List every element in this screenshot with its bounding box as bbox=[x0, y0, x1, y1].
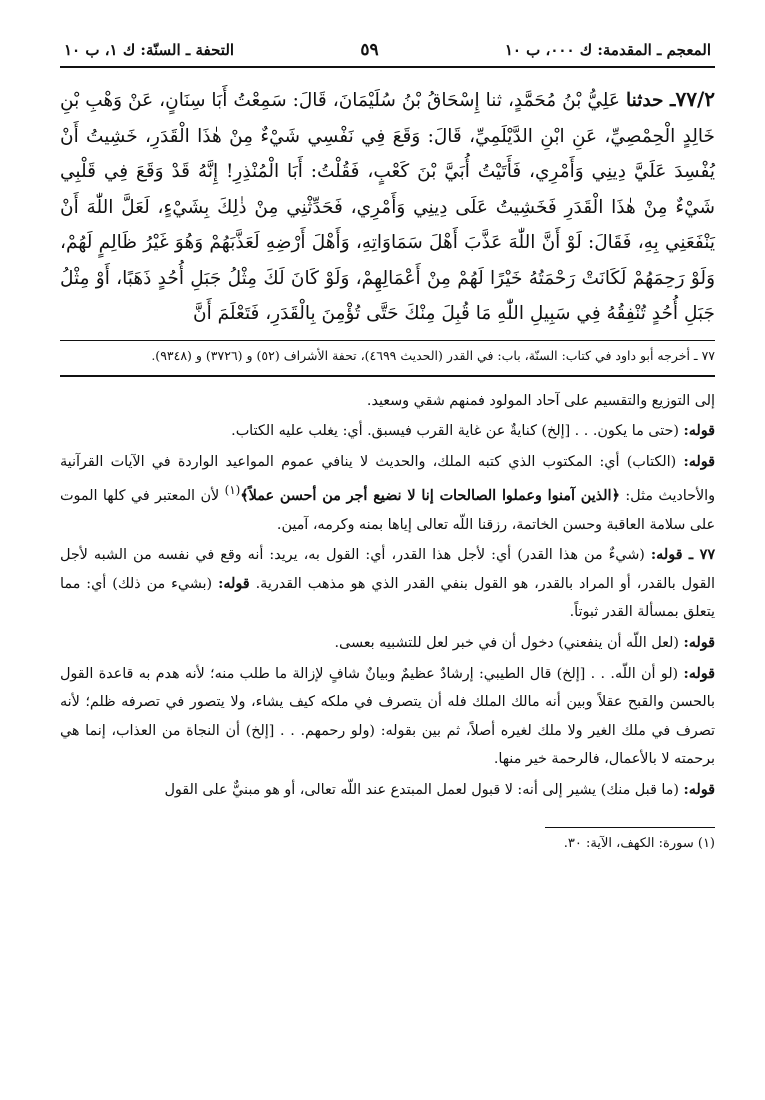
commentary-text: (الكتاب) أي: المكتوب الذي كتبه الملك، والحديث لا ينافي عموم المواعيد الواردة في الآيات القرآنية والأحاديث مثل: bbox=[60, 453, 716, 505]
commentary-text: لأن المعتبر في كلها الموت على سلامة العاقبة وحسن الخاتمة، رزقنا اللّه تعالى إياها بمنه وكرمه، آمين. bbox=[60, 488, 715, 533]
commentary-para-4 bbox=[60, 541, 715, 627]
footnote-divider bbox=[545, 827, 715, 828]
header-left: التحفة ـ السنّة: ك ١، ب ١٠ bbox=[64, 41, 235, 59]
hadith-text bbox=[60, 82, 715, 332]
hadith-number: ٧٧/٢ bbox=[675, 87, 715, 111]
commentary-para-1 bbox=[60, 387, 715, 416]
commentary-para-2 bbox=[60, 417, 715, 446]
hadith-body: عَلِيُّ بْنُ مُحَمَّدٍ، ثنا إِسْحَاقُ بْنُ سُلَيْمَانَ، قَالَ: سَمِعْتُ أَبَا سِنَانٍ، عَنْ وَهْبِ بْنِ خَالِدٍ الْحِمْصِيِّ، عَنِ ابْنِ الدَّيْلَمِيِّ، قَالَ: وَقَعَ فِي نَفْسِي شَيْءٌ مِنْ هٰذَا الْقَدَرِ، خَشِيتُ أَنْ يُفْسِدَ عَلَيَّ دِينِي وَأَمْرِي، فَأَتَيْتُ أُبَيَّ بْنَ كَعْبٍ، فَقُلْتُ: أَبَا الْمُنْذِرِ! إِنَّهُ قَدْ وَقَعَ فِي قَلْبِي شَيْءٌ مِنْ هٰذَا الْقَدَرِ فَخَشِيتُ عَلَى دِينِي وَأَمْرِي، فَحَدِّثْنِي مِنْ ذٰلِكَ بِشَيْءٍ، لَعَلَّ اللّٰهَ أَنْ يَنْفَعَنِي بِهِ، فَقَالَ: لَوْ أَنَّ اللّٰهَ عَذَّبَ أَهْلَ سَمَاوَاتِهِ، وَأَهْلَ أَرْضِهِ لَعَذَّبَهُمْ وَهُوَ غَيْرُ ظَالِمٍ لَهُمْ، وَلَوْ رَحِمَهُمْ لَكَانَتْ رَحْمَتُهُ خَيْرًا لَهُمْ مِنْ أَعْمَالِهِمْ، وَلَوْ كَانَ لَكَ مِثْلُ جَبَلِ أُحُدٍ ذَهَبًا، أَوْ مِثْلُ جَبَلِ أُحُدٍ تُنْفِقُهُ فِي سَبِيلِ اللّٰهِ مَا قُبِلَ مِنْكَ حَتَّى تُؤْمِنَ بِالْقَدَرِ، فَتَعْلَمَ أَنَّ bbox=[60, 90, 715, 324]
commentary-text: (ما قبل منك) يشير إلى أنه: لا قبول لعمل المبتدع عند اللّه تعالى، أو هو مبنيٌّ على القول bbox=[164, 781, 679, 798]
commentary-text: إلى التوزيع والتقسيم على آحاد المولود فمنهم شقي وسعيد. bbox=[366, 392, 715, 409]
commentary-para-6 bbox=[60, 660, 715, 774]
commentary-text: (لعل اللّه أن ينفعني) دخول أن في خبر لعل للتشبيه بعسى. bbox=[334, 635, 679, 652]
takhrij-note: ٧٧ ـ أخرجه أبو داود في كتاب: السنّة، باب: في القدر (الحديث ٤٦٩٩)، تحفة الأشراف (٥٢) و (٣٧٢٦) و (٩٣٤٨). bbox=[151, 347, 715, 363]
commentary-text: (حتى ما يكون. . . [إلخ) كنايةٌ عن غاية القرب فيسبق. أي: يغلب عليه الكتاب. bbox=[231, 423, 679, 440]
commentary-para-7 bbox=[60, 776, 715, 805]
qawl-label: قوله: bbox=[683, 453, 715, 470]
commentary-para-3 bbox=[60, 448, 715, 540]
commentary-text: (شيءٌ من هذا القدر) أي: لأجل هذا القدر، أي: القول به، يريد: أنه وقع في نفسه من الشبه لأجل القول بالقدر، أو المراد بالقدر، هو القول بنفي القدر الذي هو مذهب القدرية. bbox=[60, 547, 716, 592]
qawl-label: قوله: bbox=[683, 665, 715, 682]
qawl-label: ٧٧ ـ قوله: bbox=[650, 547, 715, 564]
qawl-label: قوله: bbox=[683, 781, 715, 798]
quran-verse: ﴿الذين آمنوا وعملوا الصالحات إنا لا نضيع أجر من أحسن عملاً﴾ bbox=[240, 488, 620, 505]
commentary-divider bbox=[60, 375, 715, 377]
commentary-text: (لو أن اللّه. . . [إلخ) قال الطيبي: إرشادٌ عظيمٌ وبيانٌ شافٍ لإزالة ما طلب منه؛ لأنه هدم به قاعدة القول بالحسن والقبح عقلاً وبين أنه مالك الملك فله أن يتصرف في ملكه كيف يشاء، ولا يتصور في تصرفه ظلم؛ لأنه تصرف في ملك الغير ولا ملك لغيره أصلاً، ثم بين بقوله: (ولو رحمهم. . . [إلخ) أن النجاة من العذاب، إنما هي برحمته لا بالأعمال، فالرحمة خير منها. bbox=[60, 665, 715, 768]
qawl-label: قوله: bbox=[218, 575, 250, 592]
footnote: (١) سورة: الكهف، الآية: ٣٠. bbox=[563, 835, 715, 851]
qawl-label: قوله: bbox=[683, 423, 715, 440]
hadith-lead: ـ حدثنا bbox=[625, 90, 676, 111]
header-right: المعجم ـ المقدمة: ك ٠٠٠، ب ١٠ bbox=[504, 41, 711, 59]
commentary-para-5 bbox=[60, 629, 715, 658]
footnote-ref: (١) bbox=[224, 483, 241, 498]
takhrij-divider bbox=[60, 340, 715, 341]
running-header bbox=[60, 40, 715, 68]
commentary bbox=[60, 387, 715, 805]
commentary-text: (بشيء من ذلك) أي: مما يتعلق بمسألة القدر ثبوتاً. bbox=[60, 575, 715, 621]
qawl-label: قوله: bbox=[683, 635, 715, 652]
page-number: ٥٩ bbox=[360, 40, 379, 60]
